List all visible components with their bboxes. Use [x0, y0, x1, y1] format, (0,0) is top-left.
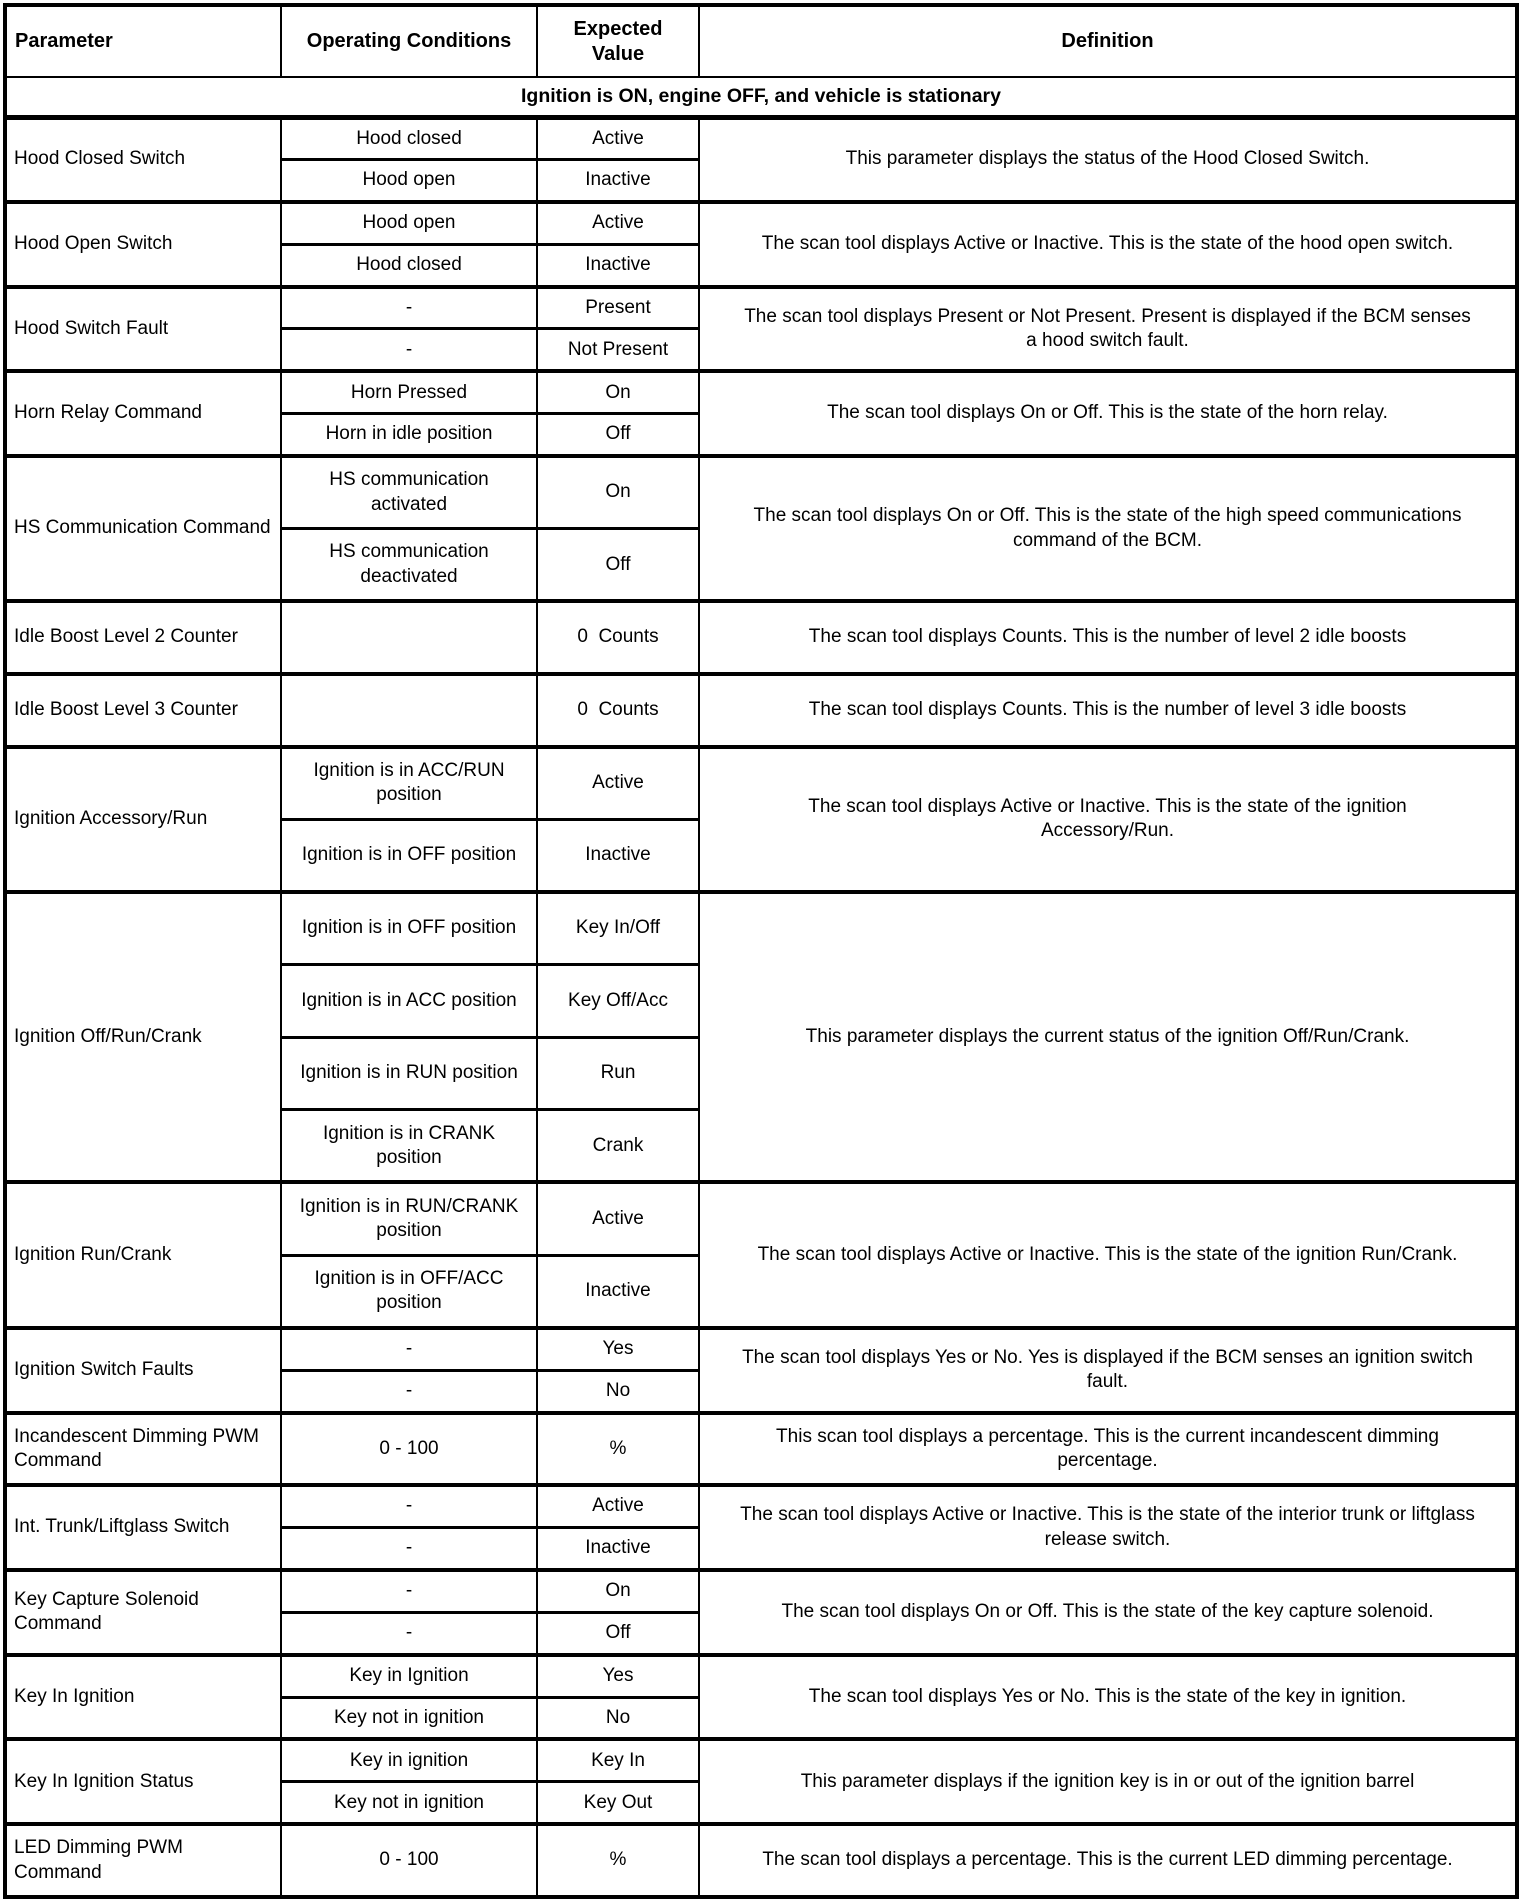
table-row: [5, 1328, 1517, 1370]
header-operating-conditions: Operating Conditions: [281, 5, 537, 77]
table-row: [5, 892, 1517, 965]
expected-value-cell: Yes: [537, 1655, 699, 1697]
expected-value-cell: Key In/Off: [537, 892, 699, 965]
definition-cell: The scan tool displays Yes or No. Yes is displayed if the BCM senses an ignition switch fault.: [699, 1328, 1517, 1413]
condition-cell: Horn Pressed: [281, 371, 537, 413]
expected-value-cell: Not Present: [537, 329, 699, 371]
expected-value-cell: On: [537, 456, 699, 529]
condition-cell: Key not in ignition: [281, 1697, 537, 1739]
condition-cell: Ignition is in ACC/RUN position: [281, 747, 537, 820]
condition-cell: Hood open: [281, 159, 537, 201]
condition-cell: Ignition is in OFF position: [281, 892, 537, 965]
section-banner-row: [5, 77, 1517, 117]
expected-value-cell: %: [537, 1413, 699, 1486]
definition-cell: The scan tool displays On or Off. This is the state of the key capture solenoid.: [699, 1570, 1517, 1655]
condition-cell: -: [281, 1370, 537, 1412]
parameter-cell: Horn Relay Command: [5, 371, 281, 456]
table-row: [5, 674, 1517, 747]
definition-cell: The scan tool displays Counts. This is the number of level 2 idle boosts: [699, 601, 1517, 674]
parameter-cell: Ignition Switch Faults: [5, 1328, 281, 1413]
expected-value-cell: Inactive: [537, 1255, 699, 1328]
parameter-group: [5, 117, 1517, 202]
parameter-cell: Key In Ignition: [5, 1655, 281, 1740]
table-row: [5, 117, 1517, 159]
condition-cell: -: [281, 1570, 537, 1612]
condition-cell: HS communication deactivated: [281, 529, 537, 602]
parameter-group: [5, 674, 1517, 747]
expected-value-cell: No: [537, 1370, 699, 1412]
expected-value-cell: 0 Counts: [537, 674, 699, 747]
definition-cell: The scan tool displays Active or Inactive. This is the state of the hood open switch.: [699, 202, 1517, 287]
definition-cell: The scan tool displays Counts. This is the number of level 3 idle boosts: [699, 674, 1517, 747]
expected-value-cell: Inactive: [537, 244, 699, 286]
condition-cell: [281, 674, 537, 747]
parameter-group: [5, 1570, 1517, 1655]
definition-cell: The scan tool displays On or Off. This is the state of the horn relay.: [699, 371, 1517, 456]
parameter-group: [5, 1824, 1517, 1897]
table-header: [5, 5, 1517, 117]
header-definition: Definition: [699, 5, 1517, 77]
definition-cell: This parameter displays if the ignition key is in or out of the ignition barrel: [699, 1739, 1517, 1824]
parameter-group: [5, 892, 1517, 1183]
section-banner: Ignition is ON, engine OFF, and vehicle is stationary: [5, 77, 1517, 117]
parameter-group: [5, 1655, 1517, 1740]
condition-cell: Ignition is in OFF position: [281, 819, 537, 892]
definition-cell: This scan tool displays a percentage. This is the current incandescent dimming percentage.: [699, 1413, 1517, 1486]
parameter-group: [5, 202, 1517, 287]
expected-value-cell: Inactive: [537, 159, 699, 201]
condition-cell: Ignition is in OFF/ACC position: [281, 1255, 537, 1328]
condition-cell: Key not in ignition: [281, 1782, 537, 1824]
condition-cell: Key in ignition: [281, 1739, 537, 1781]
expected-value-cell: 0 Counts: [537, 601, 699, 674]
table-row: [5, 1655, 1517, 1697]
condition-cell: Horn in idle position: [281, 414, 537, 456]
expected-value-cell: On: [537, 1570, 699, 1612]
table-row: [5, 1824, 1517, 1897]
parameter-group: [5, 601, 1517, 674]
expected-value-cell: On: [537, 371, 699, 413]
table-row: [5, 747, 1517, 820]
condition-cell: Hood closed: [281, 244, 537, 286]
definition-cell: The scan tool displays Active or Inactive. This is the state of the interior trunk or liftglass release switch.: [699, 1485, 1517, 1570]
table-row: [5, 1739, 1517, 1781]
definition-cell: The scan tool displays On or Off. This is the state of the high speed communications command of the BCM.: [699, 456, 1517, 601]
parameter-cell: Int. Trunk/Liftglass Switch: [5, 1485, 281, 1570]
condition-cell: Key in Ignition: [281, 1655, 537, 1697]
definition-cell: The scan tool displays Active or Inactive. This is the state of the ignition Run/Crank.: [699, 1182, 1517, 1327]
table-row: [5, 1413, 1517, 1486]
condition-cell: -: [281, 1612, 537, 1654]
table-row: [5, 287, 1517, 329]
scan-tool-parameter-table: [3, 3, 1519, 1899]
definition-cell: The scan tool displays a percentage. This is the current LED dimming percentage.: [699, 1824, 1517, 1897]
parameter-cell: Key In Ignition Status: [5, 1739, 281, 1824]
parameter-cell: Key Capture Solenoid Command: [5, 1570, 281, 1655]
expected-value-cell: Off: [537, 529, 699, 602]
table-row: [5, 1485, 1517, 1527]
condition-cell: Hood open: [281, 202, 537, 244]
condition-cell: Ignition is in RUN position: [281, 1037, 537, 1110]
expected-value-cell: Off: [537, 1612, 699, 1654]
condition-cell: [281, 601, 537, 674]
definition-cell: The scan tool displays Yes or No. This is the state of the key in ignition.: [699, 1655, 1517, 1740]
expected-value-cell: Inactive: [537, 819, 699, 892]
parameter-group: [5, 456, 1517, 601]
table-row: [5, 456, 1517, 529]
expected-value-cell: Active: [537, 747, 699, 820]
parameter-group: [5, 1328, 1517, 1413]
parameter-group: [5, 1739, 1517, 1824]
expected-value-cell: No: [537, 1697, 699, 1739]
header-parameter: Parameter: [5, 5, 281, 77]
expected-value-cell: Inactive: [537, 1528, 699, 1570]
expected-value-cell: Key Out: [537, 1782, 699, 1824]
definition-cell: This parameter displays the current status of the ignition Off/Run/Crank.: [699, 892, 1517, 1183]
parameter-cell: Ignition Off/Run/Crank: [5, 892, 281, 1183]
parameter-cell: Incandescent Dimming PWM Command: [5, 1413, 281, 1486]
expected-value-cell: Active: [537, 117, 699, 159]
condition-cell: HS communication activated: [281, 456, 537, 529]
expected-value-cell: Active: [537, 1182, 699, 1255]
condition-cell: Ignition is in CRANK position: [281, 1110, 537, 1183]
expected-value-cell: Active: [537, 202, 699, 244]
condition-cell: Ignition is in RUN/CRANK position: [281, 1182, 537, 1255]
parameter-cell: Ignition Run/Crank: [5, 1182, 281, 1327]
header-expected-value: Expected Value: [537, 5, 699, 77]
table-row: [5, 371, 1517, 413]
condition-cell: -: [281, 329, 537, 371]
parameter-group: [5, 1182, 1517, 1327]
parameter-group: [5, 371, 1517, 456]
parameter-group: [5, 747, 1517, 892]
table-row: [5, 202, 1517, 244]
condition-cell: 0 - 100: [281, 1413, 537, 1486]
parameter-group: [5, 1485, 1517, 1570]
parameter-cell: Idle Boost Level 2 Counter: [5, 601, 281, 674]
parameter-cell: LED Dimming PWM Command: [5, 1824, 281, 1897]
expected-value-cell: Active: [537, 1485, 699, 1527]
parameter-cell: Idle Boost Level 3 Counter: [5, 674, 281, 747]
definition-cell: The scan tool displays Present or Not Present. Present is displayed if the BCM senses a hood switch fault.: [699, 287, 1517, 372]
table-row: [5, 1570, 1517, 1612]
parameter-cell: Hood Closed Switch: [5, 117, 281, 202]
parameter-cell: Hood Open Switch: [5, 202, 281, 287]
expected-value-cell: Present: [537, 287, 699, 329]
expected-value-cell: Crank: [537, 1110, 699, 1183]
expected-value-cell: Yes: [537, 1328, 699, 1370]
expected-value-cell: Off: [537, 414, 699, 456]
parameter-group: [5, 287, 1517, 372]
parameter-cell: HS Communication Command: [5, 456, 281, 601]
condition-cell: -: [281, 1528, 537, 1570]
table-row: [5, 1182, 1517, 1255]
expected-value-cell: %: [537, 1824, 699, 1897]
parameter-cell: Ignition Accessory/Run: [5, 747, 281, 892]
definition-cell: The scan tool displays Active or Inactive. This is the state of the ignition Accessory/Run.: [699, 747, 1517, 892]
condition-cell: -: [281, 1485, 537, 1527]
expected-value-cell: Key Off/Acc: [537, 965, 699, 1038]
condition-cell: Hood closed: [281, 117, 537, 159]
condition-cell: 0 - 100: [281, 1824, 537, 1897]
header-row: [5, 5, 1517, 77]
condition-cell: -: [281, 1328, 537, 1370]
expected-value-cell: Key In: [537, 1739, 699, 1781]
parameter-cell: Hood Switch Fault: [5, 287, 281, 372]
parameter-group: [5, 1413, 1517, 1486]
condition-cell: -: [281, 287, 537, 329]
definition-cell: This parameter displays the status of the Hood Closed Switch.: [699, 117, 1517, 202]
condition-cell: Ignition is in ACC position: [281, 965, 537, 1038]
expected-value-cell: Run: [537, 1037, 699, 1110]
table-row: [5, 601, 1517, 674]
